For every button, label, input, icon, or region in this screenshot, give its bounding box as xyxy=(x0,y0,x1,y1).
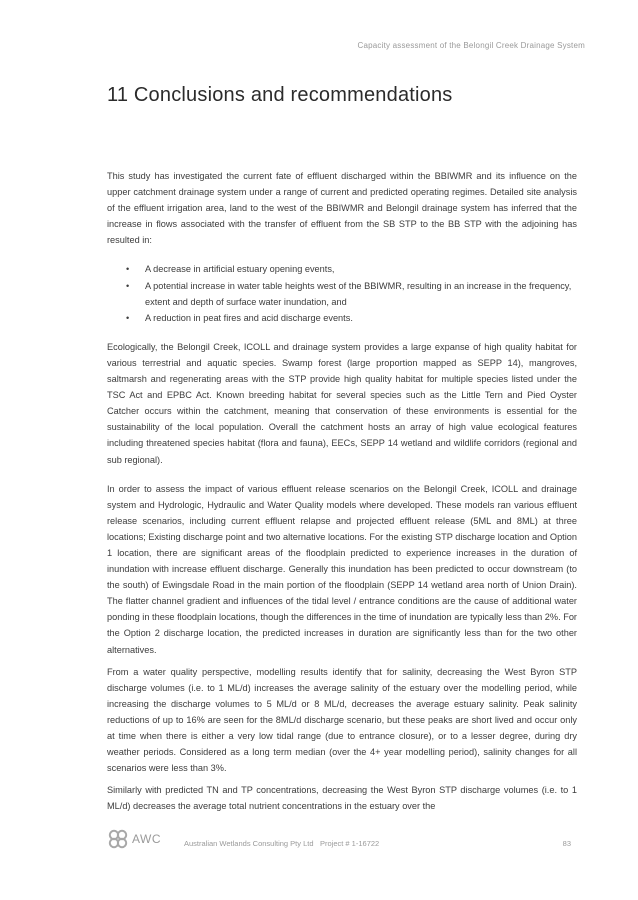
logo-text: AWC xyxy=(132,832,162,846)
body-text xyxy=(107,168,577,827)
page-footer xyxy=(107,828,577,858)
section-title: 11 Conclusions and recommendations xyxy=(107,84,453,106)
paragraph-intro: This study has investigated the current fate of effluent discharged within the BBIWMR and its influence on the upper catchment drainage system under a range of current and predicted operating regimes. Detailed site analysis of the effluent irrigation area, land to the west of the BBIWMR and Belongil drainage system has inferred that the increase in flows associated with the transfer of effluent from the SB STP to the BB STP with the adjoining has resulted in: xyxy=(107,171,577,246)
list-item: • A decrease in artificial estuary opening events, xyxy=(107,261,577,277)
bullet-icon: • xyxy=(126,264,130,275)
list-item: • A potential increase in water table heights west of the BBIWMR, resulting in an increase in the frequency, extent and depth of surface water inundation, and xyxy=(107,278,577,310)
page-number: 83 xyxy=(562,839,571,848)
project-number: Project # 1-16722 xyxy=(320,839,380,848)
bullet-icon: • xyxy=(126,280,130,291)
awc-logo-icon xyxy=(107,828,129,850)
list-item: • A reduction in peat fires and acid discharge events. xyxy=(107,310,577,326)
paragraph-nutrients: Similarly with predicted TN and TP concentrations, decreasing the West Byron STP discharge volumes (i.e. to 1 ML/d) decreases the average total nutrient concentrations in the estuary over the xyxy=(107,785,577,812)
bullet-icon: • xyxy=(126,312,130,323)
paragraph-modelling: In order to assess the impact of various effluent release scenarios on the Belongil Creek, ICOLL and drainage system and Hydrologic, Hydraulic and Water Quality models where developed. These models ran various effluent release scenarios, including current effluent relapse and projected effluent release (5ML and 8ML) at three locations; Existing discharge point and two alternative locations. For the existing STP discharge location and Option 1 location, there are significant areas of the floodplain predicted to experience increases in the duration of inundation with increase effluent discharge. Generally this inundation has been predicted to occur downstream (to the south) of Ewingsdale Road in the main portion of the floodplain (SEPP 14 wetland area north of Union Drain). The flatter channel gradient and influences of the tidal level / entrance conditions are the cause of additional water ponding in these floodplain locations, though the differences in the time of inundation are typically less than 2%. For the Option 2 discharge location, the predicted increases in duration are significantly less than for the two other alternatives. xyxy=(107,483,577,655)
results-list xyxy=(107,261,577,325)
running-header: Capacity assessment of the Belongil Creek Drainage System xyxy=(357,41,585,50)
paragraph-salinity: From a water quality perspective, modelling results identify that for salinity, decreasing the West Byron STP discharge volumes (i.e. to 1 ML/d) increases the average salinity of the estuary over the modelling period, while increasing the discharge volumes to 5 ML/d or 8 ML/d, decreases the average estuary salinity. Peak salinity reductions of up to 16% are seen for the 8ML/d discharge scenario, but these peaks are short lived and occur only at time when there is either a very low tidal range (due to entrance closure), or to a lesser degree, during dry weather periods. Considered as a long term median (over the 4+ year modelling period), salinity changes for all scenarios were less than 3%. xyxy=(107,666,577,774)
awc-logo xyxy=(107,828,161,850)
company-name: Australian Wetlands Consulting Pty Ltd xyxy=(184,839,314,848)
paragraph-ecology: Ecologically, the Belongil Creek, ICOLL and drainage system provides a large expanse of high quality habitat for various terrestrial and aquatic species. Swamp forest (large proportion mapped as SEPP 14), mangroves, saltmarsh and regenerating areas with the STP provide high quality habitat for multiple species listed under the TSC Act and EPBC Act. Known breeding habitat for several species such as the Little Tern and Pied Oyster Catcher occurs within the catchment, meaning that conservation of these environments is essential for the sustainability of the local population. Overall the catchment hosts an array of high value ecological features including threatened species habitat (flora and fauna), EECs, SEPP 14 wetland and wildlife corridors (regional and sub regional). xyxy=(107,341,577,465)
